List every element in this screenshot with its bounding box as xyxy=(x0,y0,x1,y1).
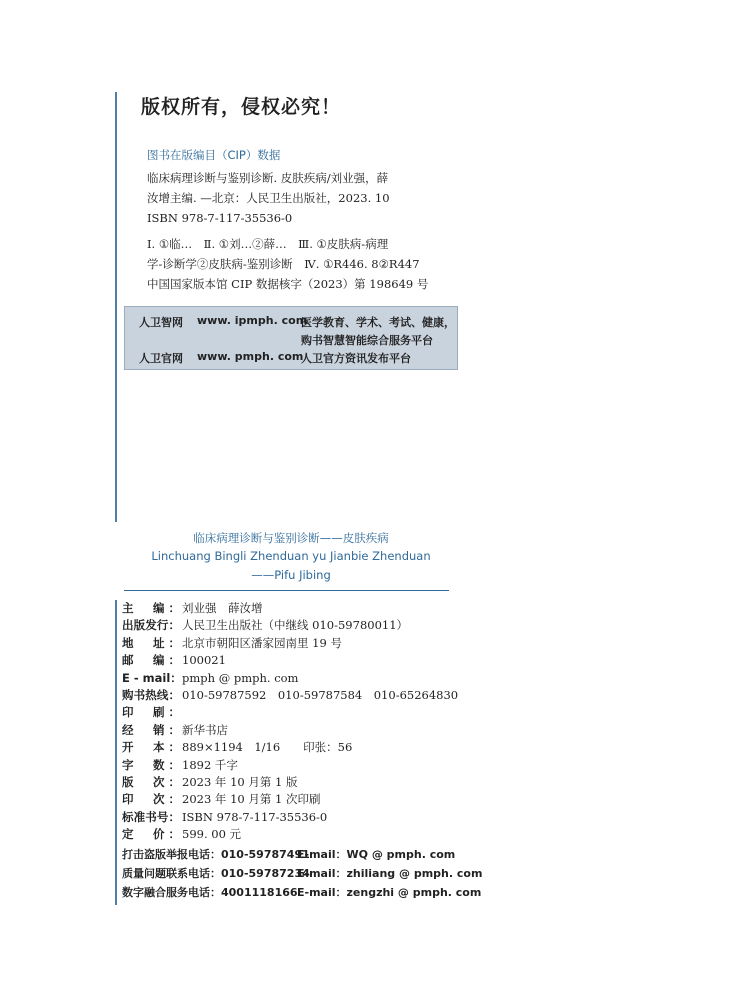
detail-row: 标准书号： ISBN 978-7-117-35536-0 xyxy=(122,809,328,824)
contact-row xyxy=(122,864,483,883)
site-url[interactable]: www. ipmph. com xyxy=(197,314,308,327)
site-desc: 人卫官方资讯发布平台 xyxy=(301,352,411,365)
detail-row: 印 刷： xyxy=(122,705,180,720)
cip-line: ISBN 978-7-117-35536-0 xyxy=(147,211,293,225)
contact-email[interactable]: E-mail：WQ @ pmph. com xyxy=(297,848,456,862)
site-name: 人卫官网 xyxy=(139,352,183,365)
contact-email[interactable]: E-mail：zengzhi @ pmph. com xyxy=(297,886,482,900)
cip-line: 学-诊断学②皮肤病-鉴别诊断 Ⅳ. ①R446. 8②R447 xyxy=(147,257,420,271)
book-title-pinyin: Linchuang Bingli Zhenduan yu Jianbie Zhenduan xyxy=(151,549,431,563)
contact-row xyxy=(122,883,482,902)
detail-row: 印 次： 2023 年 10 月第 1 次印刷 xyxy=(122,792,321,807)
left-accent-line-top xyxy=(115,92,117,522)
detail-row: 主 编： 刘业强 薛汝增 xyxy=(122,601,263,615)
book-title-chinese: 临床病理诊断与鉴别诊断——皮肤疾病 xyxy=(193,531,389,545)
contact-phone: 数字融合服务电话：4001118166 xyxy=(122,886,298,900)
contact-email[interactable]: E-mail：zhiliang @ pmph. com xyxy=(297,867,483,881)
copyright-notice: 版权所有，侵权必究！ xyxy=(141,96,342,118)
detail-row: 开 本： 889×1194 1/16 印张：56 xyxy=(122,740,353,755)
detail-row: 经 销： 新华书店 xyxy=(122,722,228,737)
website-info-box xyxy=(124,306,458,370)
cip-line: 临床病理诊断与鉴别诊断. 皮肤疾病/刘业强，薛 xyxy=(147,171,389,185)
title-divider xyxy=(124,590,449,591)
site-desc: 购书智慧智能综合服务平台 xyxy=(301,334,433,347)
left-accent-line-bottom xyxy=(115,600,117,905)
detail-row: 购书热线： 010-59787592 010-59787584 010-65264830 xyxy=(122,687,459,702)
cip-heading: 图书在版编目（CIP）数据 xyxy=(147,148,281,162)
detail-row: 版 次： 2023 年 10 月第 1 版 xyxy=(122,774,298,789)
site-desc: 医学教育、学术、考试、健康， xyxy=(301,316,455,329)
detail-row: 字 数： 1892 千字 xyxy=(122,757,238,772)
contact-row xyxy=(122,845,458,864)
detail-row: 定 价： 599. 00 元 xyxy=(122,827,242,842)
detail-row: 地 址： 北京市朝阳区潘家园南里 19 号 xyxy=(122,635,342,650)
site-url[interactable]: www. pmph. com xyxy=(197,350,304,363)
cip-line: Ⅰ. ①临… Ⅱ. ①刘…②薛… Ⅲ. ①皮肤病-病理 xyxy=(147,237,389,251)
contact-phone: 打击盗版举报电话：010-59787491 xyxy=(122,848,310,862)
contact-phone: 质量问题联系电话：010-59787234 xyxy=(122,867,310,881)
site-name: 人卫智网 xyxy=(139,316,183,329)
detail-row: E - mail：pmph @ pmph. com xyxy=(122,670,299,685)
detail-row: 出版发行： 人民卫生出版社（中继线 010-59780011） xyxy=(122,618,409,633)
publication-details xyxy=(122,600,483,902)
cip-line: 汝增主编. —北京：人民卫生出版社，2023. 10 xyxy=(147,191,390,205)
detail-row: 邮 编： 100021 xyxy=(122,653,226,668)
cip-line: 中国国家版本馆 CIP 数据核字（2023）第 198649 号 xyxy=(147,277,429,291)
cip-data-block xyxy=(147,168,427,294)
book-title-pinyin-sub: ——Pifu Jibing xyxy=(251,568,331,582)
